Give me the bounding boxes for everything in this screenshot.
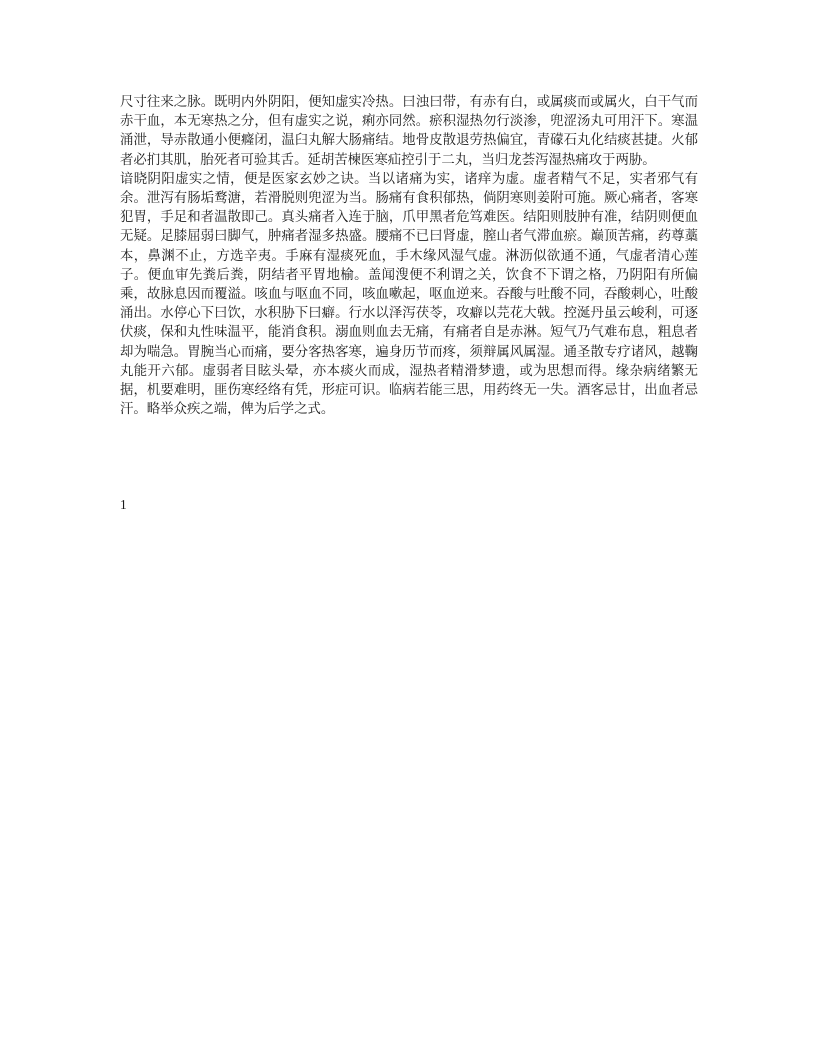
- paragraph: 谙晓阴阳虚实之情，便是医家玄妙之诀。当以诸痛为实，诸痒为虚。虚者精气不足，实者邪气有余。泄泻有肠垢鹜溏，若滑脱则兜涩为当。肠痛有食积郁热，倘阴寒则姜附可施。厥心痛者，客寒犯胃，手足和者温散即己。真头痛者入连于脑，爪甲黑者危笃难医。结阳则肢肿有准，结阴则便血无疑。足膝屈弱曰脚气，肿痛者湿多热盛。腰痛不已曰肾虚，膣山者气滞血瘀。巅顶苦痛，药尊藁本，鼻渊不止，方选辛夷。手麻有湿痰死血，手木缘风湿气虚。淋沥似欲通不通，气虚者清心莲子。便血审先粪后粪，阴结者平胃地榆。盖闻溲便不利谓之关，饮食不下谓之格，乃阴阳有所偏乘，故脉息因而覆溢。咳血与呕血不同，咳血嗽起，呕血逆来。吞酸与吐酸不同，吞酸刺心，吐酸涌出。水停心下曰饮，水积胁下曰癖。行水以泽泻茯苓，攻癖以芫花大戟。控涎丹虽云峻利，可逐伏痰，保和丸性味温平，能消食积。溺血则血去无痛，有痛者自是赤淋。短气乃气难布息，粗息者却为喘急。胃腕当心而痛，要分客热客寒，遍身历节而疼，须辩属风属湿。通圣散专疗诸风，越鞠丸能开六郁。虚弱者目眩头晕，亦本痰火而成，湿热者精滑梦遗，或为思想而得。缘杂病绪繁无据，机要难明，匪伤寒经络有凭，形症可识。临病若能三思，用药终无一失。酒客忌甘，出血者忌汗。略举众疾之端，俾为后学之式。: [120, 171, 698, 418]
- body-text: [120, 93, 698, 419]
- page-number: 1: [120, 497, 127, 512]
- paragraph: 尺寸往来之脉。既明内外阴阳，便知虚实冷热。曰浊曰带，有赤有白，或属痰而或属火，白干气而赤干血，本无寒热之分，但有虚实之说，痢亦同然。瘀积湿热勿行淡渗，兜涩汤丸可用汗下。寒温涌泄，导赤散通小便癃闭，温臼丸解大肠痛结。地骨皮散退劳热偏宜，青礞石丸化结痰甚捷。火郁者必扪其肌，胎死者可验其舌。延胡苦楝医寒疝控引于二丸，当归龙荟泻湿热痛攻于两胁。: [120, 95, 698, 168]
